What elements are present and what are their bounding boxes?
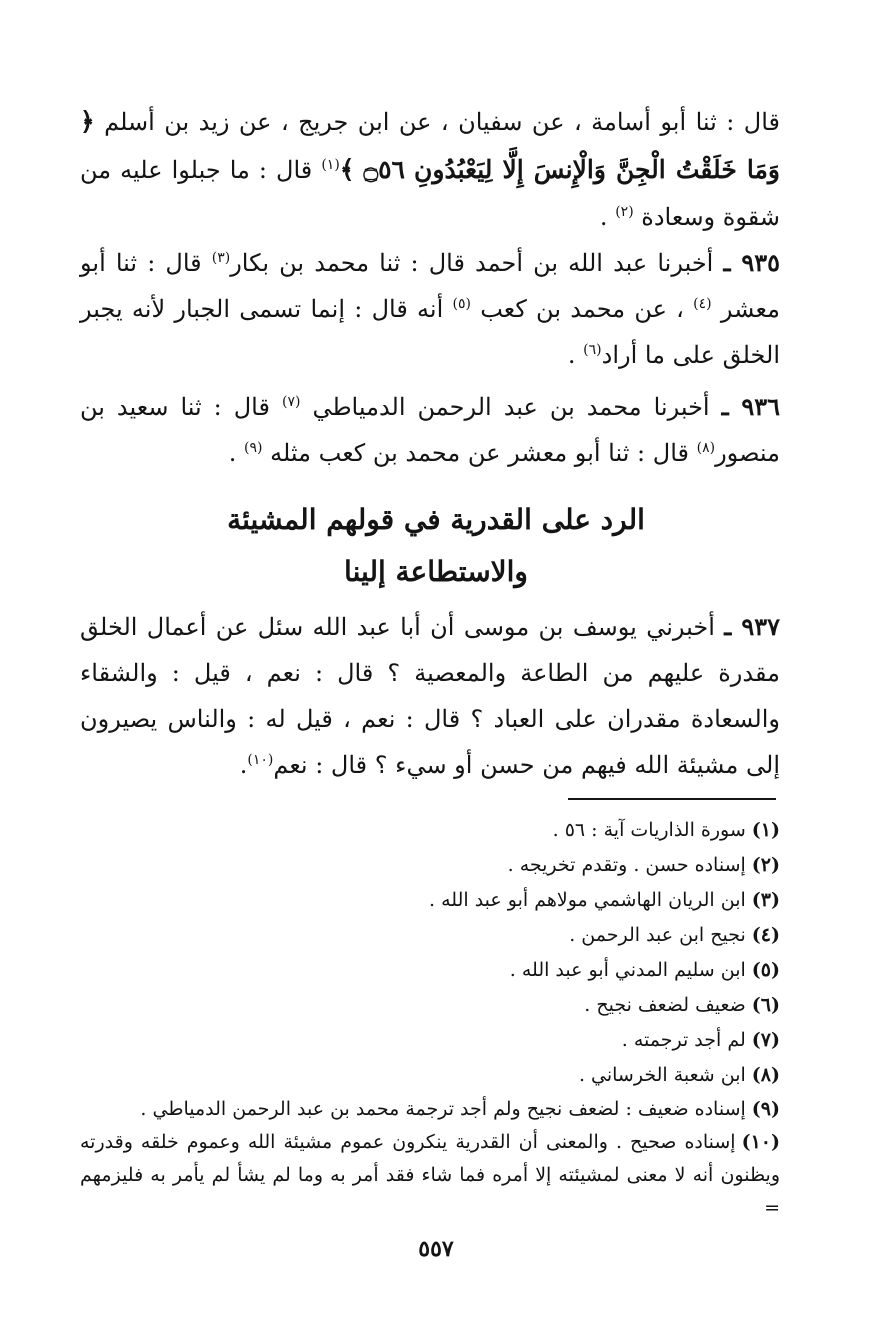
footnote-1 xyxy=(80,813,780,848)
footnote-number: (١) xyxy=(751,819,780,841)
footnote-number: (٧) xyxy=(751,1029,780,1051)
footnote-number: (٢) xyxy=(751,854,780,876)
footnote-separator xyxy=(568,798,776,800)
footnote-text: إسناده ضعيف : لضعف نجيح ولم أجد ترجمة محمد بن عبد الرحمن الدمياطي . xyxy=(140,1098,746,1120)
footnotes xyxy=(80,813,780,1225)
page-number: ٥٥٧ xyxy=(418,1236,454,1262)
footnote-ref-10: (١٠) xyxy=(247,752,274,768)
footnote-6 xyxy=(80,988,780,1023)
footnote-ref-5: (٥) xyxy=(452,296,471,312)
hadith-number: ٩٣٦ ـ xyxy=(721,392,780,421)
footnote-5 xyxy=(80,953,780,988)
hadith-end: . xyxy=(228,439,237,467)
footnote-ref-3: (٣) xyxy=(211,250,231,266)
intro-line-3: من شقوة وسعادة xyxy=(80,156,780,231)
hadith-text: قال : ثنا أبو معشر xyxy=(80,249,780,323)
footnote-3 xyxy=(80,883,780,918)
footnote-number: (١٠) xyxy=(741,1131,780,1153)
intro-line-1: قال : ثنا أبو أسامة ، عن سفيان ، عن ابن جريج ، عن زيد بن أسلم xyxy=(104,108,780,136)
footnote-text: ضعيف لضعف نجيح . xyxy=(584,994,746,1016)
hadith-end: . xyxy=(239,751,248,779)
hadith-text: قال : ثنا سعيد بن منصور xyxy=(80,393,780,467)
intro-end: . xyxy=(599,203,608,231)
hadith-text: أخبرنا عبد الله بن أحمد قال : ثنا محمد بن بكار xyxy=(230,249,714,277)
intro-line-2-rest: قال : ما جبلوا عليه xyxy=(120,156,313,184)
footnote-4 xyxy=(80,918,780,953)
footnote-ref-4: (٤) xyxy=(693,296,712,312)
footnote-text: ابن الريان الهاشمي مولاهم أبو عبد الله . xyxy=(429,889,746,911)
hadith-text: قال : ثنا أبو معشر عن محمد بن كعب مثله xyxy=(270,439,689,467)
footnote-text: ابن شعبة الخرساني . xyxy=(578,1064,746,1086)
footnote-8 xyxy=(80,1058,780,1093)
footnote-number: (٥) xyxy=(751,959,780,981)
hadith-number: ٩٣٧ ـ xyxy=(724,612,780,641)
section-heading xyxy=(0,494,872,598)
footnote-2 xyxy=(80,848,780,883)
intro-paragraph xyxy=(80,98,780,241)
hadith-text: أخبرنا محمد بن عبد الرحمن الدمياطي xyxy=(312,393,710,421)
footnote-ref-6: (٦) xyxy=(583,342,602,358)
footnote-ref-1: (١) xyxy=(321,157,340,173)
footnote-ref-9: (٩) xyxy=(244,440,263,456)
footnote-number: (٤) xyxy=(751,924,780,946)
footnote-number: (٨) xyxy=(751,1064,780,1086)
hadith-number: ٩٣٥ ـ xyxy=(723,248,781,277)
footnote-text: ابن سليم المدني أبو عبد الله . xyxy=(509,959,746,981)
footnote-number: (٩) xyxy=(751,1098,780,1120)
footnote-text: سورة الذاريات آية : ٥٦ . xyxy=(552,819,746,841)
verse-number-mark: ۝٥٦ xyxy=(363,155,405,184)
footnote-ref-7: (٧) xyxy=(281,394,301,410)
quran-open-bracket: ﴿ xyxy=(80,107,95,136)
footnote-text: لم أجد ترجمته . xyxy=(621,1029,746,1051)
footnote-number: (٣) xyxy=(751,889,780,911)
section-heading-line-2: والاستطاعة إلينا xyxy=(344,555,528,588)
footnote-text: إسناده صحيح . والمعنى أن القدرية ينكرون عموم مشيئة الله وعموم خلقه وقدرته ويظنون أنه لا معنى لمشيئته إلا أمره فما شاء فقد أمر به وما لم يشأ لم يأمر به فليزمهم = xyxy=(80,1131,780,1219)
footnote-9 xyxy=(80,1093,780,1126)
footnote-7 xyxy=(80,1023,780,1058)
section-heading-line-1: الرد على القدرية في قولهم المشيئة xyxy=(227,503,645,536)
quran-close-bracket: ﴾ xyxy=(339,155,355,184)
hadith-text: أخبرني يوسف بن موسى أن أبا عبد الله سئل عن أعمال الخلق مقدرة عليهم من الطاعة والمعصية ؟ قال : نعم ، قيل : والشقاء والسعادة مقدران على العباد ؟ قال : نعم ، قيل له : والناس يصيرون إلى مشيئة الله فيهم من حسن أو سيء ؟ قال : نعم xyxy=(80,613,780,779)
footnote-ref-8: (٨) xyxy=(696,440,716,456)
hadith-text: أنه قال : إنما تسمى الجبار لأنه يجبر الخلق على ما أراد xyxy=(80,295,780,369)
footnote-text: نجيح ابن عبد الرحمن . xyxy=(569,924,746,946)
footnote-10 xyxy=(80,1126,780,1225)
footnote-number: (٦) xyxy=(751,994,780,1016)
hadith-text: ، عن محمد بن كعب xyxy=(480,295,684,323)
footnote-text: إسناده حسن . وتقدم تخريجه . xyxy=(507,854,746,876)
hadith-936 xyxy=(80,384,780,476)
quran-verse: وَمَا خَلَقْتُ الْجِنَّ وَالْإِنسَ إِلَّا لِيَعْبُدُونِ xyxy=(414,155,780,184)
hadith-937 xyxy=(80,604,780,788)
hadith-935 xyxy=(80,240,780,378)
footnote-ref-2: (٢) xyxy=(615,204,634,220)
hadith-end: . xyxy=(567,341,576,369)
